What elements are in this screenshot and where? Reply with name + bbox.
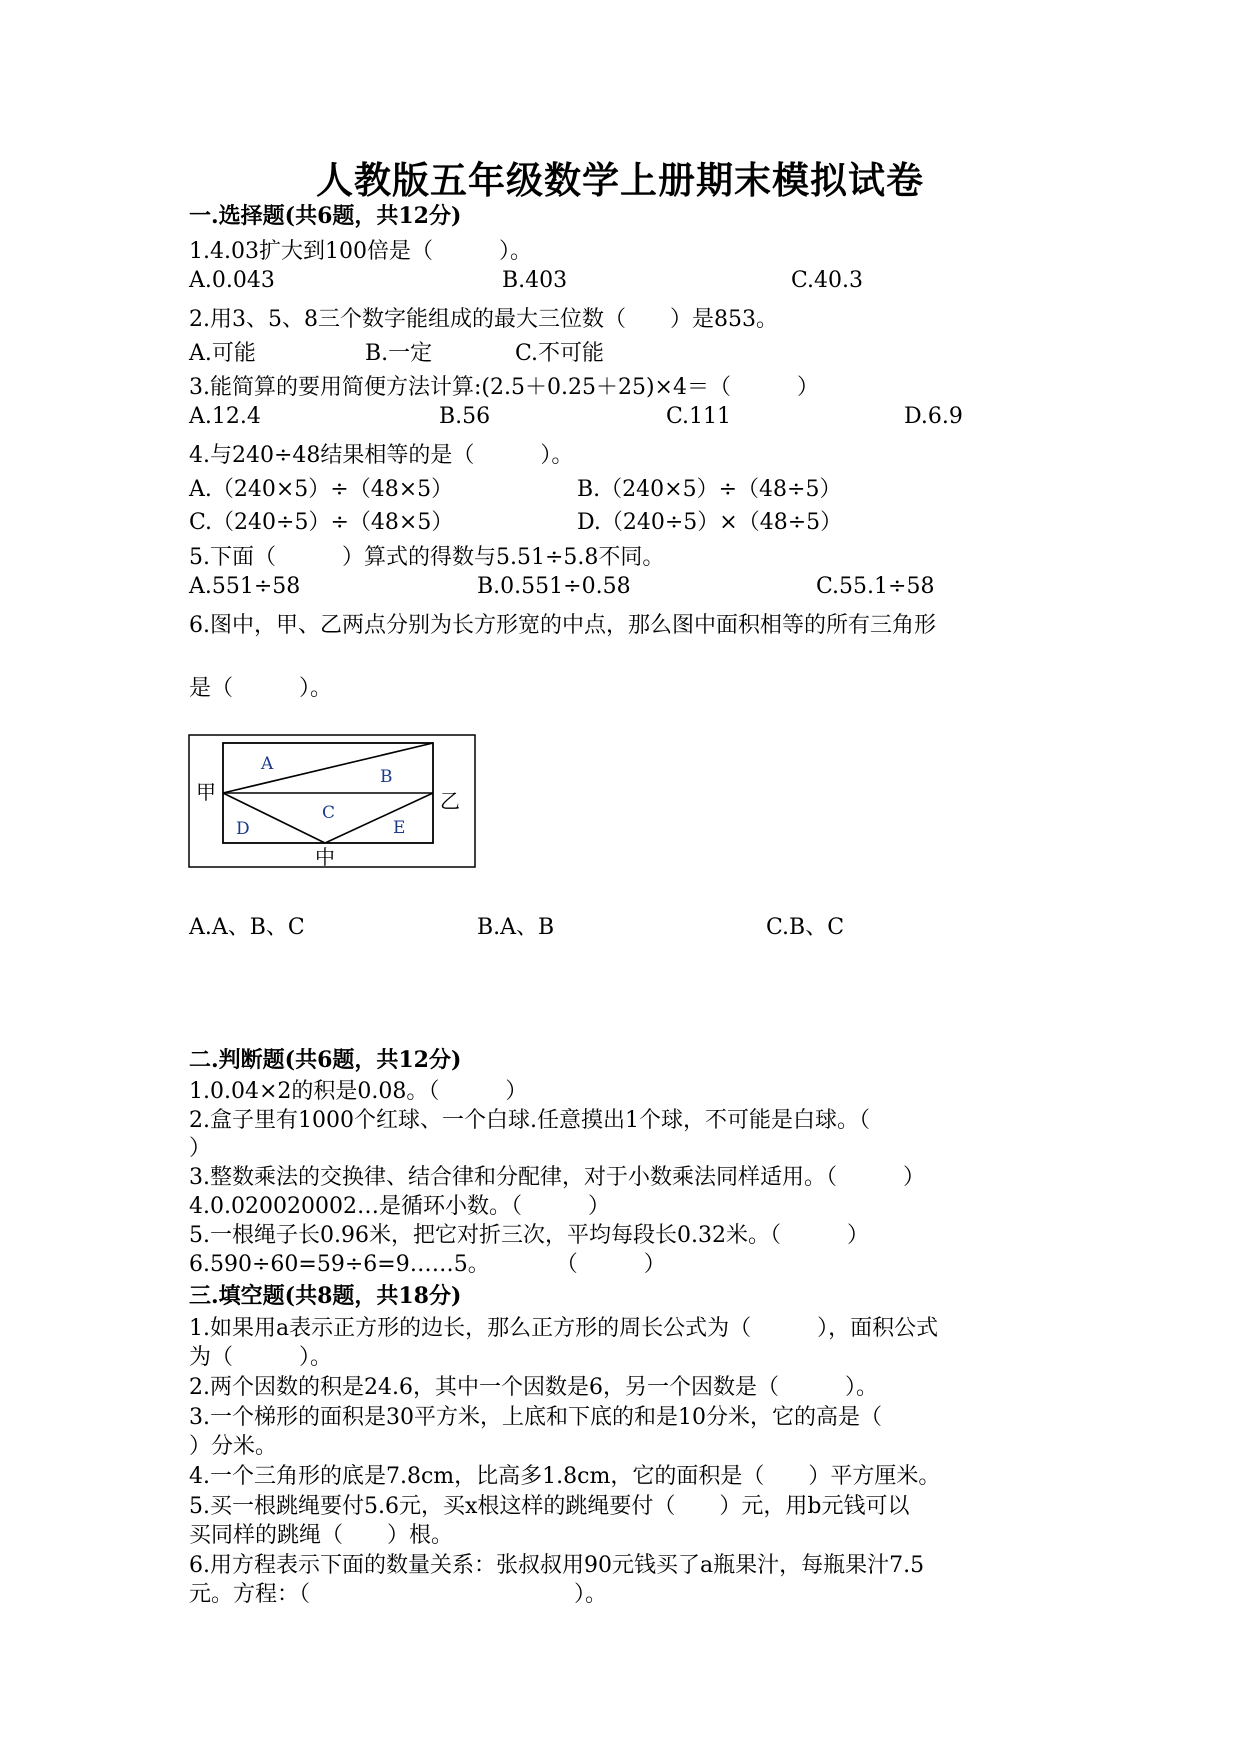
figure-diagonal (223, 743, 433, 793)
q4-option-c: C.（240÷5）÷（48×5） (189, 510, 454, 535)
q4-option-d: D.（240÷5）×（48÷5） (577, 510, 843, 535)
q5-option-c: C.55.1÷58 (816, 574, 935, 599)
label-d: D (236, 819, 250, 839)
judge-item-6: 6.590÷60=59÷6=9……5。 （ ） (189, 1252, 666, 1277)
label-zhong: 中 (315, 845, 335, 868)
question-4-text: 4.与240÷48结果相等的是（ ）。 (189, 443, 574, 468)
question-1-text: 1.4.03扩大到100倍是（ ）。 (189, 239, 532, 264)
fill-item-5: 5.买一根跳绳要付5.6元，买x根这样的跳绳要付（ ）元，用b元钱可以 (189, 1494, 910, 1519)
rectangle-triangles-figure (188, 734, 476, 868)
fill-item-2: 2.两个因数的积是24.6，其中一个因数是6，另一个因数是（ ）。 (189, 1375, 878, 1400)
q2-option-b: B.一定 (365, 341, 433, 366)
q5-option-b: B.0.551÷0.58 (477, 574, 631, 599)
fill-item-6-cont: 元。方程：（ ）。 (189, 1582, 608, 1607)
q2-option-a: A.可能 (189, 341, 256, 366)
q3-option-c: C.111 (666, 404, 732, 429)
q3-option-a: A.12.4 (189, 404, 261, 429)
q1-option-a: A.0.043 (189, 268, 275, 293)
q6-option-a: A.A、B、C (189, 915, 305, 940)
label-c: C (322, 803, 336, 823)
q6-option-b: B.A、B (477, 915, 555, 940)
question-5-text: 5.下面（ ）算式的得数与5.51÷5.8不同。 (189, 545, 665, 570)
label-yi: 乙 (440, 789, 460, 813)
q4-option-a: A.（240×5）÷（48×5） (189, 477, 454, 502)
q4-option-b: B.（240×5）÷（48÷5） (577, 477, 842, 502)
q1-option-b: B.403 (502, 268, 568, 293)
question-6-text-line2: 是（ ）。 (189, 676, 333, 701)
judge-item-1: 1.0.04×2的积是0.08。（ ） (189, 1079, 528, 1104)
q3-option-d: D.6.9 (904, 404, 963, 429)
figure-right-slant (325, 793, 433, 843)
q5-option-a: A.551÷58 (189, 574, 301, 599)
question-3-text: 3.能简算的要用简便方法计算:(2.5＋0.25＋25)×4＝（ ） (189, 375, 819, 400)
judge-item-2: 2.盒子里有1000个红球、一个白球.任意摸出1个球，不可能是白球。（ (189, 1108, 870, 1133)
section-heading-judge: 二.判断题(共6题，共12分) (189, 1047, 462, 1073)
fill-item-3: 3.一个梯形的面积是30平方米，上底和下底的和是10分米，它的高是（ (189, 1405, 882, 1430)
label-jia: 甲 (196, 780, 216, 804)
judge-item-3: 3.整数乘法的交换律、结合律和分配律，对于小数乘法同样适用。（ ） (189, 1165, 925, 1190)
q6-option-c: C.B、C (766, 915, 845, 940)
fill-item-6: 6.用方程表示下面的数量关系：张叔叔用90元钱买了a瓶果汁，每瓶果汁7.5 (189, 1553, 925, 1578)
fill-item-3-cont: ）分米。 (189, 1434, 278, 1459)
fill-item-4: 4.一个三角形的底是7.8cm，比高多1.8cm，它的面积是（ ）平方厘米。 (189, 1464, 941, 1489)
judge-item-2-cont: ） (189, 1136, 212, 1161)
label-e: E (393, 818, 406, 838)
judge-item-4: 4.0.020020002…是循环小数。（ ） (189, 1194, 610, 1219)
q3-option-b: B.56 (439, 404, 491, 429)
q1-option-c: C.40.3 (791, 268, 864, 293)
label-b: B (380, 767, 393, 787)
question-6-text-line1: 6.图中，甲、乙两点分别为长方形宽的中点，那么图中面积相等的所有三角形 (189, 613, 936, 638)
fill-item-1-cont: 为（ ）。 (189, 1345, 333, 1370)
fill-item-5-cont: 买同样的跳绳（ ）根。 (189, 1523, 454, 1548)
question-2-text: 2.用3、5、8三个数字能组成的最大三位数（ ）是853。 (189, 307, 778, 332)
section-heading-choice: 一.选择题(共6题，共12分) (189, 203, 462, 229)
page-title: 人教版五年级数学上册期末模拟试卷 (316, 158, 924, 202)
judge-item-5: 5.一根绳子长0.96米，把它对折三次，平均每段长0.32米。（ ） (189, 1223, 869, 1248)
q2-option-c: C.不可能 (515, 341, 605, 366)
fill-item-1: 1.如果用a表示正方形的边长，那么正方形的周长公式为（ ），面积公式 (189, 1316, 939, 1341)
section-heading-fill: 三.填空题(共8题，共18分) (189, 1283, 462, 1309)
label-a: A (261, 754, 274, 774)
